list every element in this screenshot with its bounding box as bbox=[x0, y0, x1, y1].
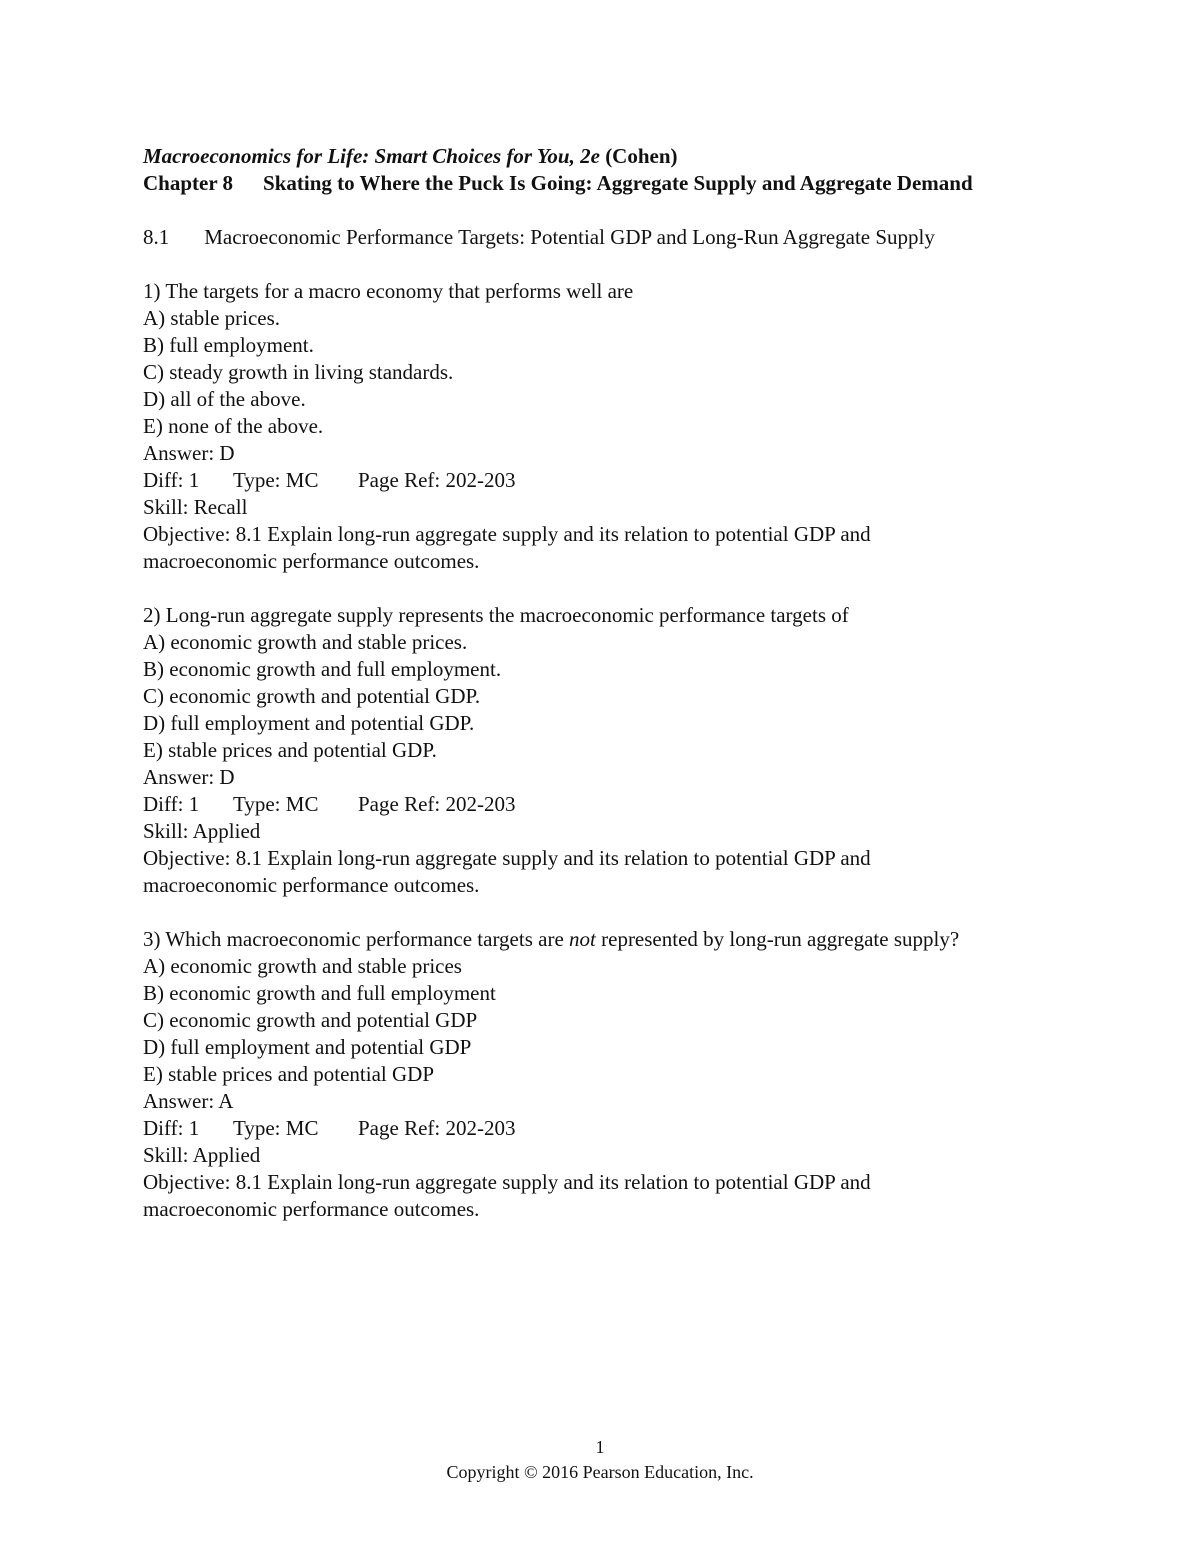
objective-line-1: Objective: 8.1 Explain long-run aggregate supply and its relation to potential GDP and bbox=[143, 846, 871, 870]
document-body bbox=[143, 143, 1143, 1223]
option-d: D) full employment and potential GDP bbox=[143, 1035, 472, 1059]
answer: Answer: A bbox=[143, 1089, 234, 1113]
skill: Skill: Applied bbox=[143, 1143, 261, 1167]
page-ref: Page Ref: 202-203 bbox=[358, 468, 516, 492]
question-stem: 1) The targets for a macro economy that performs well are bbox=[143, 279, 634, 303]
question-meta bbox=[143, 1115, 1143, 1142]
question-stem-start: 3) Which macroeconomic performance targets are bbox=[143, 927, 570, 951]
book-author: (Cohen) bbox=[599, 144, 678, 168]
question-meta bbox=[143, 791, 1143, 818]
difficulty: Diff: 1 bbox=[143, 468, 200, 492]
chapter-number: Chapter 8 bbox=[143, 171, 234, 195]
question-1 bbox=[143, 278, 1143, 575]
option-d: D) full employment and potential GDP. bbox=[143, 711, 475, 735]
objective-line-1: Objective: 8.1 Explain long-run aggregate supply and its relation to potential GDP and bbox=[143, 522, 871, 546]
question-3 bbox=[143, 926, 1143, 1223]
question-stem bbox=[143, 926, 1143, 953]
option-e: E) stable prices and potential GDP bbox=[143, 1062, 435, 1086]
page-ref: Page Ref: 202-203 bbox=[358, 792, 516, 816]
option-b: B) economic growth and full employment. bbox=[143, 657, 502, 681]
question-stem-end: represented by long-run aggregate supply? bbox=[595, 927, 960, 951]
skill: Skill: Applied bbox=[143, 819, 261, 843]
section-heading bbox=[143, 224, 1143, 251]
option-b: B) full employment. bbox=[143, 333, 314, 357]
answer: Answer: D bbox=[143, 441, 235, 465]
question-type: Type: MC bbox=[233, 468, 319, 492]
question-stem-emphasis: not bbox=[569, 927, 596, 951]
difficulty: Diff: 1 bbox=[143, 1116, 200, 1140]
book-title-italic: Macroeconomics for Life: Smart Choices for You, 2e bbox=[143, 144, 600, 168]
difficulty: Diff: 1 bbox=[143, 792, 200, 816]
question-meta bbox=[143, 467, 1143, 494]
section-title: Macroeconomic Performance Targets: Potential GDP and Long-Run Aggregate Supply bbox=[204, 225, 935, 249]
option-a: A) economic growth and stable prices bbox=[143, 954, 462, 978]
option-c: C) steady growth in living standards. bbox=[143, 360, 454, 384]
option-b: B) economic growth and full employment bbox=[143, 981, 496, 1005]
copyright-notice: Copyright © 2016 Pearson Education, Inc. bbox=[446, 1462, 754, 1482]
objective-line-1: Objective: 8.1 Explain long-run aggregate supply and its relation to potential GDP and bbox=[143, 1170, 871, 1194]
objective-line-2: macroeconomic performance outcomes. bbox=[143, 1197, 480, 1221]
objective-line-2: macroeconomic performance outcomes. bbox=[143, 873, 480, 897]
page-ref: Page Ref: 202-203 bbox=[358, 1116, 516, 1140]
question-type: Type: MC bbox=[233, 792, 319, 816]
option-c: C) economic growth and potential GDP. bbox=[143, 684, 481, 708]
option-d: D) all of the above. bbox=[143, 387, 306, 411]
chapter-title: Skating to Where the Puck Is Going: Aggregate Supply and Aggregate Demand bbox=[263, 171, 973, 195]
page-number: 1 bbox=[595, 1437, 605, 1457]
question-stem: 2) Long-run aggregate supply represents the macroeconomic performance targets of bbox=[143, 603, 849, 627]
section-number: 8.1 bbox=[143, 225, 170, 249]
option-a: A) stable prices. bbox=[143, 306, 281, 330]
answer: Answer: D bbox=[143, 765, 235, 789]
question-2 bbox=[143, 602, 1143, 899]
chapter-heading bbox=[143, 170, 1143, 197]
objective-line-2: macroeconomic performance outcomes. bbox=[143, 549, 480, 573]
option-e: E) stable prices and potential GDP. bbox=[143, 738, 437, 762]
book-title bbox=[143, 143, 1143, 170]
option-c: C) economic growth and potential GDP bbox=[143, 1008, 478, 1032]
question-type: Type: MC bbox=[233, 1116, 319, 1140]
option-e: E) none of the above. bbox=[143, 414, 324, 438]
skill: Skill: Recall bbox=[143, 495, 248, 519]
option-a: A) economic growth and stable prices. bbox=[143, 630, 468, 654]
